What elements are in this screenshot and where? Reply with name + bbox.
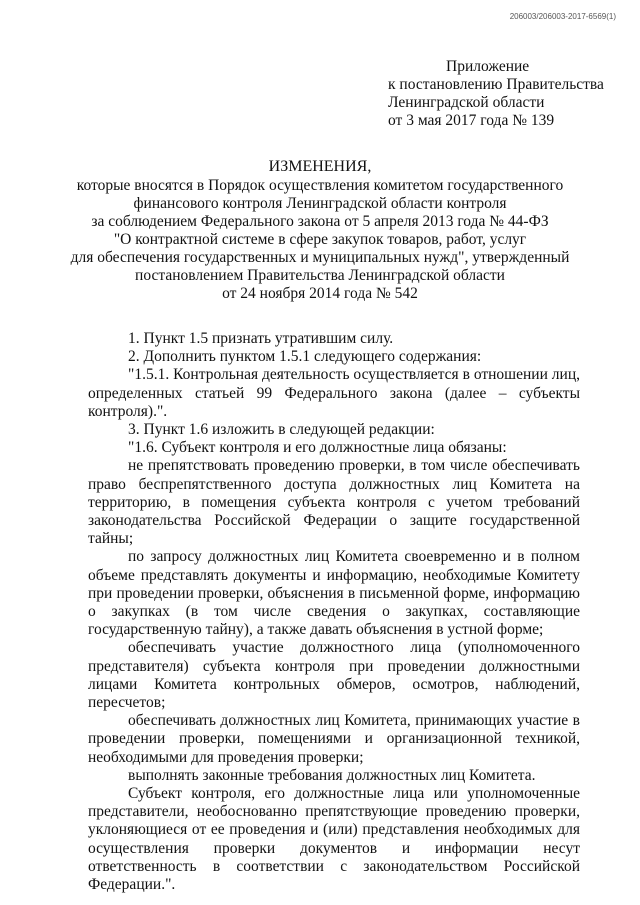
appendix-label: Приложение	[446, 58, 530, 75]
appendix-date-line: от 3 мая 2017 года № 139	[388, 112, 555, 129]
paragraph-obligation: обеспечивать участие должностного лица (уполномоченного представителя) субъекта контроля при проведении должностными лицами Комитета контрольных обмеров, осмотров, наблюдений, пересчетов;	[88, 639, 580, 712]
appendix-block	[388, 58, 628, 130]
heading-line: за соблюдением Федерального закона от 5 апреля 2013 года № 44-ФЗ	[91, 213, 549, 230]
paragraph-item-2: 2. Дополнить пунктом 1.5.1 следующего содержания:	[128, 348, 482, 366]
paragraph-item-3: 3. Пункт 1.6 изложить в следующей редакции:	[128, 421, 435, 439]
paragraph-1-6-intro: "1.6. Субъект контроля и его должностные лица обязаны:	[128, 439, 507, 457]
paragraph-liability: Субъект контроля, его должностные лица или уполномоченные представители, необоснованно препятствующие проведению проверки, уклоняющиеся от ее проведения и (или) представления необходимых для осуществления проверки документов и информации несут ответственность в соответствии с законодательством Российской Федерации.".	[88, 785, 580, 894]
heading-line: от 24 ноября 2014 года № 542	[222, 285, 418, 302]
appendix-region-line: Ленинградской области	[388, 94, 545, 111]
paragraph-item-1: 1. Пункт 1.5 признать утратившим силу.	[128, 330, 394, 347]
appendix-decree-line: к постановлению Правительства	[388, 76, 604, 93]
paragraph-obligation: не препятствовать проведению проверки, в том числе обеспечивать право беспрепятственного доступа должностных лиц Комитета на территорию, в помещения субъекта контроля с учетом требований законодательства Российской Федерации о защите государственной тайны;	[88, 457, 580, 548]
heading-line: финансового контроля Ленинградской области контроля	[133, 195, 507, 212]
heading-title: ИЗМЕНЕНИЯ,	[268, 158, 372, 175]
heading-line: которые вносятся в Порядок осуществления комитетом государственного	[76, 177, 564, 194]
heading-line: постановлением Правительства Ленинградской области	[135, 267, 505, 284]
heading-line: "О контрактной системе в сфере закупок товаров, работ, услуг	[113, 231, 527, 248]
heading-line: для обеспечения государственных и муниципальных нужд", утвержденный	[70, 249, 570, 266]
document-heading	[60, 158, 580, 303]
document-body	[88, 330, 580, 894]
paragraph-obligation: по запросу должностных лиц Комитета своевременно и в полном объеме представлять документы и информацию, необходимые Комитету при проведении проверки, объяснения в письменной форме, информацию о закупках (в том числе сведения о закупках, составляющие государственную тайну), а также давать объяснения в устной форме;	[88, 548, 580, 639]
paragraph-obligation: выполнять законные требования должностных лиц Комитета.	[128, 766, 536, 784]
paragraph-1-5-1: "1.5.1. Контрольная деятельность осуществляется в отношении лиц, определенных статьей 99 Федерального закона (далее – субъекты контроля).".	[88, 366, 580, 420]
paragraph-obligation: обеспечивать должностных лиц Комитета, принимающих участие в проведении проверки, помещениями и организационной техникой, необходимыми для проведения проверки;	[88, 712, 580, 766]
document-id: 206003/206003-2017-6569(1)	[509, 12, 616, 21]
